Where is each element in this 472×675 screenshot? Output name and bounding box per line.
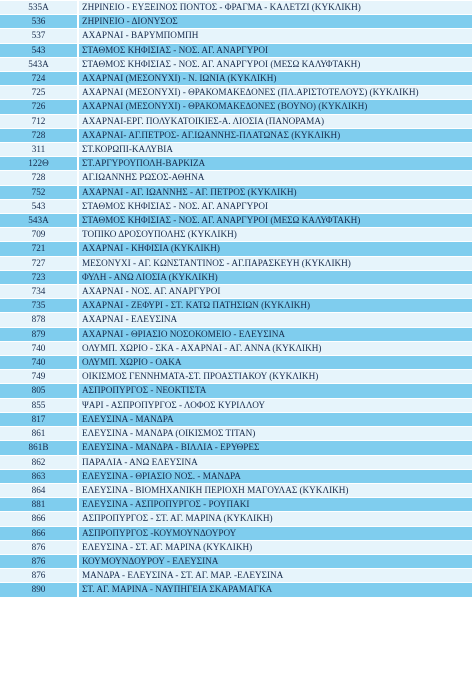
route-number-cell: 861B — [0, 441, 78, 455]
route-number-cell: 537 — [0, 29, 78, 43]
table-row — [0, 185, 472, 199]
table-row — [0, 469, 472, 483]
route-number-cell: 740 — [0, 356, 78, 370]
table-row — [0, 143, 472, 157]
route-description-cell: ΑΣΠΡΟΠΥΡΓΟΣ -ΚΟΥΜΟΥΝΔΟΥΡΟΥ — [78, 526, 472, 540]
table-row — [0, 256, 472, 270]
route-number-cell: 725 — [0, 86, 78, 100]
route-description-cell: ΣΤΑΘΜΟΣ ΚΗΦΙΣΙΑΣ - ΝΟΣ. ΑΓ. ΑΝΑΡΓΥΡΟΙ (ΜΕΣΩ ΚΑΛΥΦΤΑΚΗ) — [78, 57, 472, 71]
table-row — [0, 398, 472, 412]
route-number-cell: 726 — [0, 100, 78, 114]
route-description-cell: ΣΤ.ΚΟΡΩΠΙ-ΚΑΛΥΒΙΑ — [78, 143, 472, 157]
route-number-cell: 543 — [0, 43, 78, 57]
table-row — [0, 313, 472, 327]
route-description-cell: ΣΤΑΘΜΟΣ ΚΗΦΙΣΙΑΣ - ΝΟΣ. ΑΓ. ΑΝΑΡΓΥΡΟΙ — [78, 199, 472, 213]
route-description-cell: ΖΗΡΙΝΕΙΟ - ΔΙΟΝΥΣΟΣ — [78, 15, 472, 29]
route-number-cell: 734 — [0, 285, 78, 299]
table-row — [0, 356, 472, 370]
route-description-cell: ΣΤΑΘΜΟΣ ΚΗΦΙΣΙΑΣ - ΝΟΣ. ΑΓ. ΑΝΑΡΓΥΡΟΙ (ΜΕΣΩ ΚΑΛΥΦΤΑΚΗ) — [78, 214, 472, 228]
route-number-cell: 879 — [0, 327, 78, 341]
table-row — [0, 327, 472, 341]
route-number-cell: 122Θ — [0, 157, 78, 171]
route-description-cell: ΕΛΕΥΣΙΝΑ - ΜΑΝΔΡΑ (ΟΙΚΙΣΜΟΣ ΤΙΤΑΝ) — [78, 427, 472, 441]
route-description-cell: ΑΧΑΡΝΑΙ - ΚΗΦΙΣΙΑ (ΚΥΚΛΙΚΗ) — [78, 242, 472, 256]
route-number-cell: 866 — [0, 526, 78, 540]
table-row — [0, 285, 472, 299]
route-number-cell: 723 — [0, 270, 78, 284]
route-description-cell: ΑΧΑΡΝΑΙ - ΑΓ. ΙΩΑΝΝΗΣ - ΑΓ. ΠΕΤΡΟΣ (ΚΥΚΛΙΚΗ) — [78, 185, 472, 199]
route-number-cell: 712 — [0, 114, 78, 128]
route-description-cell: ΑΧΑΡΝΑΙ (ΜΕΣΟΝΥΧΙ) - ΘΡΑΚΟΜΑΚΕΔΟΝΕΣ (ΠΛ.ΑΡΙΣΤΟΤΕΛΟΥΣ) (ΚΥΚΛΙΚΗ) — [78, 86, 472, 100]
route-number-cell: 735 — [0, 299, 78, 313]
table-row — [0, 370, 472, 384]
table-row — [0, 199, 472, 213]
route-number-cell: 876 — [0, 569, 78, 583]
route-description-cell: ΟΛΥΜΠ. ΧΩΡΙΟ - ΟΑΚΑ — [78, 356, 472, 370]
table-row — [0, 29, 472, 43]
route-description-cell: ΜΕΣΟΝΥΧΙ - ΑΓ. ΚΩΝΣΤΑΝΤΙΝΟΣ - ΑΓ.ΠΑΡΑΣΚΕΥΗ (ΚΥΚΛΙΚΗ) — [78, 256, 472, 270]
route-description-cell: ΤΟΠΙΚΟ ΔΡΟΣΟΥΠΟΛΗΣ (ΚΥΚΛΙΚΗ) — [78, 228, 472, 242]
route-description-cell: ΕΛΕΥΣΙΝΑ - ΒΙΟΜΗΧΑΝΙΚΗ ΠΕΡΙΟΧΗ ΜΑΓΟΥΛΑΣ (ΚΥΚΛΙΚΗ) — [78, 483, 472, 497]
route-number-cell: 855 — [0, 398, 78, 412]
route-description-cell: ΚΟΥΜΟΥΝΔΟΥΡΟΥ - ΕΛΕΥΣΙΝΑ — [78, 554, 472, 568]
route-number-cell: 864 — [0, 483, 78, 497]
route-number-cell: 817 — [0, 412, 78, 426]
route-number-cell: 727 — [0, 256, 78, 270]
route-description-cell: ΠΑΡΑΛΙΑ - ΑΝΩ ΕΛΕΥΣΙΝΑ — [78, 455, 472, 469]
table-row — [0, 412, 472, 426]
route-description-cell: ΑΣΠΡΟΠΥΡΓΟΣ - ΝΕΟΚΤΙΣΤΑ — [78, 384, 472, 398]
route-number-cell: 749 — [0, 370, 78, 384]
route-description-cell: ΑΧΑΡΝΑΙ - ΒΑΡΥΜΠΟΜΠΗ — [78, 29, 472, 43]
table-row — [0, 512, 472, 526]
table-row — [0, 526, 472, 540]
table-row — [0, 43, 472, 57]
route-number-cell: 728 — [0, 128, 78, 142]
route-description-cell: ΟΛΥΜΠ. ΧΩΡΙΟ - ΣΚΑ - ΑΧΑΡΝΑΙ - ΑΓ. ΑΝΝΑ (ΚΥΚΛΙΚΗ) — [78, 341, 472, 355]
table-row — [0, 540, 472, 554]
table-row — [0, 583, 472, 597]
table-row — [0, 483, 472, 497]
route-description-cell: ΣΤ.ΑΡΓΥΡΟΥΠΟΛΗ-ΒΑΡΚΙΖΑ — [78, 157, 472, 171]
route-number-cell: 866 — [0, 512, 78, 526]
route-number-cell: 536 — [0, 15, 78, 29]
route-description-cell: ΖΗΡΙΝΕΙΟ - ΕΥΞΕΙΝΟΣ ΠΟΝΤΟΣ - ΦΡΑΓΜΑ - ΚΑΛΕΤΖΙ (ΚΥΚΛΙΚΗ) — [78, 1, 472, 15]
table-row — [0, 427, 472, 441]
table-row — [0, 57, 472, 71]
route-number-cell: 876 — [0, 554, 78, 568]
route-number-cell: 878 — [0, 313, 78, 327]
route-number-cell: 728 — [0, 171, 78, 185]
route-description-cell: ΨΑΡΙ - ΑΣΠΡΟΠΥΡΓΟΣ - ΛΟΦΟΣ ΚΥΡΙΛΛΟΥ — [78, 398, 472, 412]
route-number-cell: 752 — [0, 185, 78, 199]
table-row — [0, 228, 472, 242]
table-row — [0, 341, 472, 355]
table-row — [0, 15, 472, 29]
route-number-cell: 862 — [0, 455, 78, 469]
route-description-cell: ΑΧΑΡΝΑΙ- ΑΓ.ΠΕΤΡΟΣ- ΑΓ.ΙΩΑΝΝΗΣ-ΠΛΑΤΩΝΑΣ (ΚΥΚΛΙΚΗ) — [78, 128, 472, 142]
route-number-cell: 740 — [0, 341, 78, 355]
route-number-cell: 311 — [0, 143, 78, 157]
route-number-cell: 543 — [0, 199, 78, 213]
route-number-cell: 881 — [0, 498, 78, 512]
route-description-cell: ΕΛΕΥΣΙΝΑ - ΜΑΝΔΡΑ - ΒΙΛΛΙΑ - ΕΡΥΘΡΕΣ — [78, 441, 472, 455]
route-description-cell: ΣΤΑΘΜΟΣ ΚΗΦΙΣΙΑΣ - ΝΟΣ. ΑΓ. ΑΝΑΡΓΥΡΟΙ — [78, 43, 472, 57]
route-description-cell: ΑΧΑΡΝΑΙ-ΕΡΓ. ΠΟΛΥΚΑΤΟΙΚΙΕΣ-Α. ΛΙΟΣΙΑ (ΠΑΝΟΡΑΜΑ) — [78, 114, 472, 128]
route-number-cell: 543A — [0, 57, 78, 71]
route-number-cell: 890 — [0, 583, 78, 597]
table-row — [0, 384, 472, 398]
route-number-cell: 724 — [0, 72, 78, 86]
route-description-cell: ΑΧΑΡΝΑΙ - ΘΡΙΑΣΙΟ ΝΟΣΟΚΟΜΕΙΟ - ΕΛΕΥΣΙΝΑ — [78, 327, 472, 341]
table-row — [0, 86, 472, 100]
table-row — [0, 214, 472, 228]
route-number-cell: 543A — [0, 214, 78, 228]
route-description-cell: ΣΤ. ΑΓ. ΜΑΡΙΝΑ - ΝΑΥΠΗΓΕΙΑ ΣΚΑΡΑΜΑΓΚΑ — [78, 583, 472, 597]
table-row — [0, 270, 472, 284]
route-number-cell: 863 — [0, 469, 78, 483]
table-row — [0, 114, 472, 128]
table-row — [0, 128, 472, 142]
route-number-cell: 535A — [0, 1, 78, 15]
route-description-cell: ΑΓ.ΙΩΑΝΝΗΣ ΡΩΣΟΣ-ΑΘΗΝΑ — [78, 171, 472, 185]
table-row — [0, 455, 472, 469]
table-row — [0, 72, 472, 86]
route-description-cell: ΟΙΚΙΣΜΟΣ ΓΕΝΝΗΜΑΤΑ-ΣΤ. ΠΡΟΑΣΤΙΑΚΟΥ (ΚΥΚΛΙΚΗ) — [78, 370, 472, 384]
route-description-cell: ΑΧΑΡΝΑΙ - ΕΛΕΥΣΙΝΑ — [78, 313, 472, 327]
table-row — [0, 299, 472, 313]
route-number-cell: 861 — [0, 427, 78, 441]
bus-routes-body — [0, 1, 472, 598]
route-description-cell: ΕΛΕΥΣΙΝΑ - ΘΡΙΑΣΙΟ ΝΟΣ. - ΜΑΝΔΡΑ — [78, 469, 472, 483]
route-description-cell: ΑΧΑΡΝΑΙ (ΜΕΣΟΝΥΧΙ) - Ν. ΙΩΝΙΑ (ΚΥΚΛΙΚΗ) — [78, 72, 472, 86]
table-row — [0, 441, 472, 455]
route-description-cell: ΕΛΕΥΣΙΝΑ - ΑΣΠΡΟΠΥΡΓΟΣ - ΡΟΥΠΑΚΙ — [78, 498, 472, 512]
route-number-cell: 709 — [0, 228, 78, 242]
table-row — [0, 157, 472, 171]
route-number-cell: 876 — [0, 540, 78, 554]
route-description-cell: ΕΛΕΥΣΙΝΑ - ΣΤ. ΑΓ. ΜΑΡΙΝΑ (ΚΥΚΛΙΚΗ) — [78, 540, 472, 554]
route-description-cell: ΑΧΑΡΝΑΙ - ΝΟΣ. ΑΓ. ΑΝΑΡΓΥΡΟΙ — [78, 285, 472, 299]
route-number-cell: 805 — [0, 384, 78, 398]
table-row — [0, 242, 472, 256]
route-description-cell: ΕΛΕΥΣΙΝΑ - ΜΑΝΔΡΑ — [78, 412, 472, 426]
table-row — [0, 554, 472, 568]
table-row — [0, 100, 472, 114]
route-number-cell: 721 — [0, 242, 78, 256]
table-row — [0, 569, 472, 583]
table-row — [0, 1, 472, 15]
route-description-cell: ΜΑΝΔΡΑ - ΕΛΕΥΣΙΝΑ - ΣΤ. ΑΓ. ΜΑΡ. -ΕΛΕΥΣΙΝΑ — [78, 569, 472, 583]
route-description-cell: ΑΣΠΡΟΠΥΡΓΟΣ - ΣΤ. ΑΓ. ΜΑΡΙΝΑ (ΚΥΚΛΙΚΗ) — [78, 512, 472, 526]
route-description-cell: ΦΥΛΗ - ΑΝΩ ΛΙΟΣΙΑ (ΚΥΚΛΙΚΗ) — [78, 270, 472, 284]
route-description-cell: ΑΧΑΡΝΑΙ - ΖΕΦΥΡΙ - ΣΤ. ΚΑΤΩ ΠΑΤΗΣΙΩΝ (ΚΥΚΛΙΚΗ) — [78, 299, 472, 313]
table-row — [0, 171, 472, 185]
table-row — [0, 498, 472, 512]
route-description-cell: ΑΧΑΡΝΑΙ (ΜΕΣΟΝΥΧΙ) - ΘΡΑΚΟΜΑΚΕΔΟΝΕΣ (ΒΟΥΝΟ) (ΚΥΚΛΙΚΗ) — [78, 100, 472, 114]
